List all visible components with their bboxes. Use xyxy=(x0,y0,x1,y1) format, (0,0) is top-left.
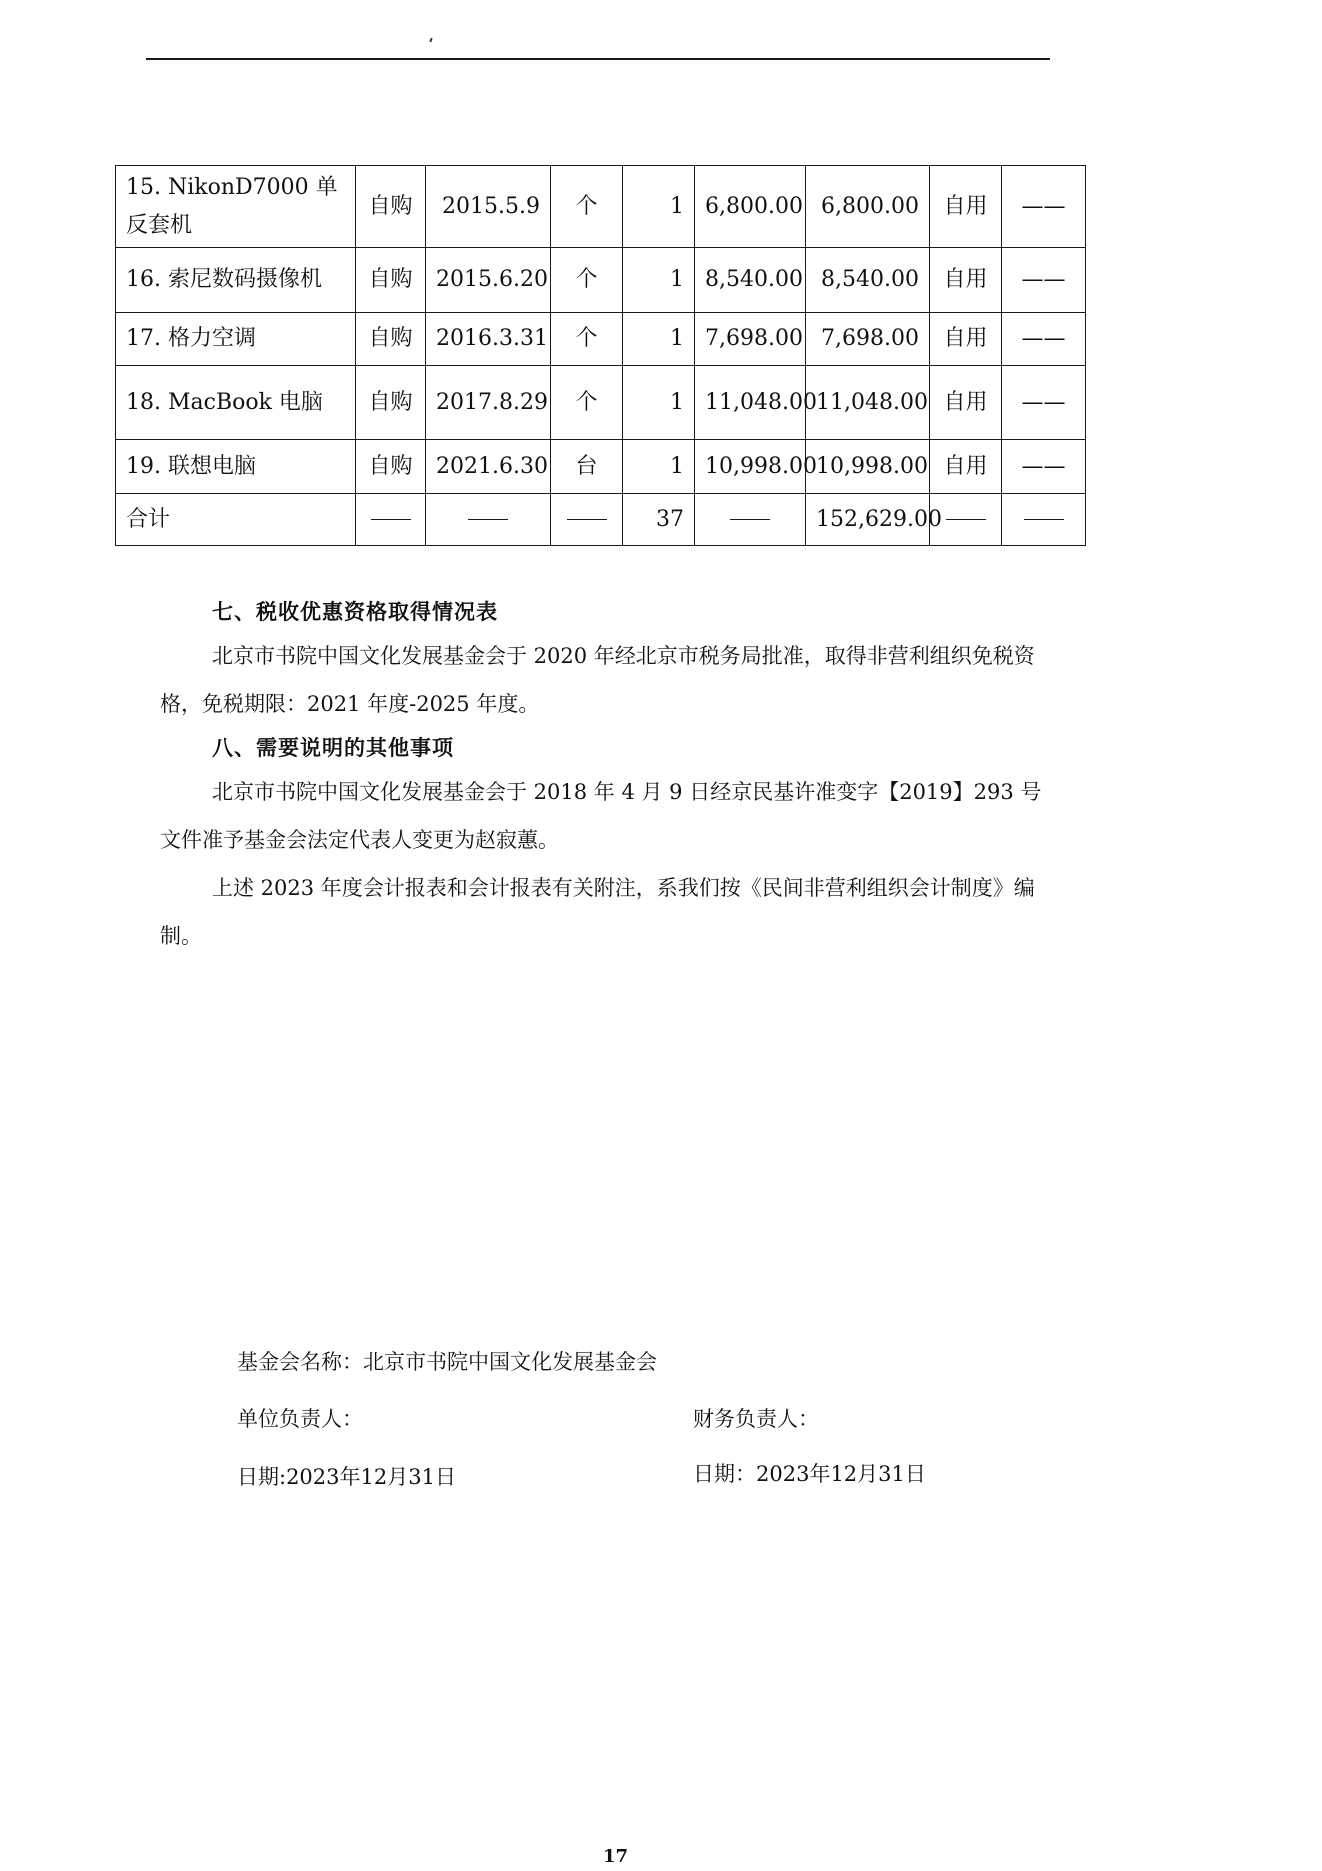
date-cell: 2021.6.30 xyxy=(426,440,551,494)
unit-cell: 个 xyxy=(551,166,623,248)
date-cell: 2016.3.31 xyxy=(426,313,551,366)
unit-price-cell: 7,698.00 xyxy=(695,313,806,366)
unit-head-label: 单位负责人： xyxy=(237,1407,363,1431)
amount-cell: 6,800.00 xyxy=(806,166,930,248)
usage-cell: 自用 xyxy=(930,248,1002,313)
quantity-cell: 1 xyxy=(623,313,695,366)
amount-cell: 11,048.00 xyxy=(806,366,930,440)
source-cell: 自购 xyxy=(356,313,426,366)
dash-mark xyxy=(946,519,986,520)
unit-cell: 个 xyxy=(551,366,623,440)
remark-cell: —— xyxy=(1002,166,1086,248)
date-cell: 2017.8.29 xyxy=(426,366,551,440)
amount-cell: 8,540.00 xyxy=(806,248,930,313)
amount-cell: 10,998.00 xyxy=(806,440,930,494)
finance-head-label: 财务负责人： xyxy=(693,1407,819,1431)
remark-cell: —— xyxy=(1002,440,1086,494)
total-row xyxy=(116,494,1086,546)
total-quantity-cell: 37 xyxy=(623,494,695,546)
section8-heading: 八、需要说明的其他事项 xyxy=(212,735,454,760)
remark-cell: —— xyxy=(1002,366,1086,440)
date-cell: 2015.6.20 xyxy=(426,248,551,313)
dash-mark xyxy=(1024,519,1064,520)
dash-mark xyxy=(567,519,607,520)
empty-dash-cell xyxy=(426,494,551,546)
date-left: 日期:2023年12月31日 xyxy=(237,1465,456,1489)
unit-price-cell: 10,998.00 xyxy=(695,440,806,494)
source-cell: 自购 xyxy=(356,248,426,313)
section7-heading: 七、税收优惠资格取得情况表 xyxy=(212,599,498,624)
quantity-cell: 1 xyxy=(623,440,695,494)
usage-cell: 自用 xyxy=(930,440,1002,494)
remark-cell: —— xyxy=(1002,313,1086,366)
source-cell: 自购 xyxy=(356,166,426,248)
date-right: 日期：2023年12月31日 xyxy=(693,1462,926,1486)
unit-cell: 台 xyxy=(551,440,623,494)
table-row xyxy=(116,248,1086,313)
page-number: 17 xyxy=(603,1846,629,1867)
unit-cell: 个 xyxy=(551,313,623,366)
asset-name-cell: 15. NikonD7000 单反套机 xyxy=(116,166,356,248)
table-row xyxy=(116,166,1086,248)
unit-price-cell: 6,800.00 xyxy=(695,166,806,248)
quantity-cell: 1 xyxy=(623,166,695,248)
unit-cell: 个 xyxy=(551,248,623,313)
quantity-cell: 1 xyxy=(623,366,695,440)
empty-dash-cell xyxy=(1002,494,1086,546)
asset-name-cell: 17. 格力空调 xyxy=(116,313,356,366)
table-row xyxy=(116,366,1086,440)
amount-cell: 7,698.00 xyxy=(806,313,930,366)
asset-name-cell: 18. MacBook 电脑 xyxy=(116,366,356,440)
asset-name-cell: 16. 索尼数码摄像机 xyxy=(116,248,356,313)
fixed-asset-table xyxy=(115,165,1086,546)
unit-price-cell: 8,540.00 xyxy=(695,248,806,313)
dash-mark xyxy=(468,519,508,520)
empty-dash-cell xyxy=(551,494,623,546)
unit-price-cell: 11,048.00 xyxy=(695,366,806,440)
remark-cell: —— xyxy=(1002,248,1086,313)
usage-cell: 自用 xyxy=(930,313,1002,366)
source-cell: 自购 xyxy=(356,366,426,440)
scan-mark xyxy=(429,38,432,42)
usage-cell: 自用 xyxy=(930,366,1002,440)
section7-body: 北京市书院中国文化发展基金会于 2020 年经北京市税务局批准，取得非营利组织免税资格，免税期限：2021 年度-2025 年度。 xyxy=(160,644,1035,716)
total-label-cell: 合计 xyxy=(116,494,356,546)
source-cell: 自购 xyxy=(356,440,426,494)
foundation-name: 基金会名称：北京市书院中国文化发展基金会 xyxy=(237,1350,657,1374)
total-amount-cell: 152,629.00 xyxy=(806,494,930,546)
table-row xyxy=(116,440,1086,494)
asset-name-cell: 19. 联想电脑 xyxy=(116,440,356,494)
header-rule xyxy=(146,58,1050,60)
dash-mark xyxy=(371,519,411,520)
empty-dash-cell xyxy=(356,494,426,546)
usage-cell: 自用 xyxy=(930,166,1002,248)
dash-mark xyxy=(730,519,770,520)
quantity-cell: 1 xyxy=(623,248,695,313)
section8-body-2: 上述 2023 年度会计报表和会计报表有关附注，系我们按《民间非营利组织会计制度》编制。 xyxy=(160,876,1035,948)
section8-body-1: 北京市书院中国文化发展基金会于 2018 年 4 月 9 日经京民基许准变字【2019】293 号文件准予基金会法定代表人变更为赵寂蕙。 xyxy=(160,780,1042,852)
table-row xyxy=(116,313,1086,366)
date-cell: 2015.5.9 xyxy=(426,166,551,248)
empty-dash-cell xyxy=(695,494,806,546)
